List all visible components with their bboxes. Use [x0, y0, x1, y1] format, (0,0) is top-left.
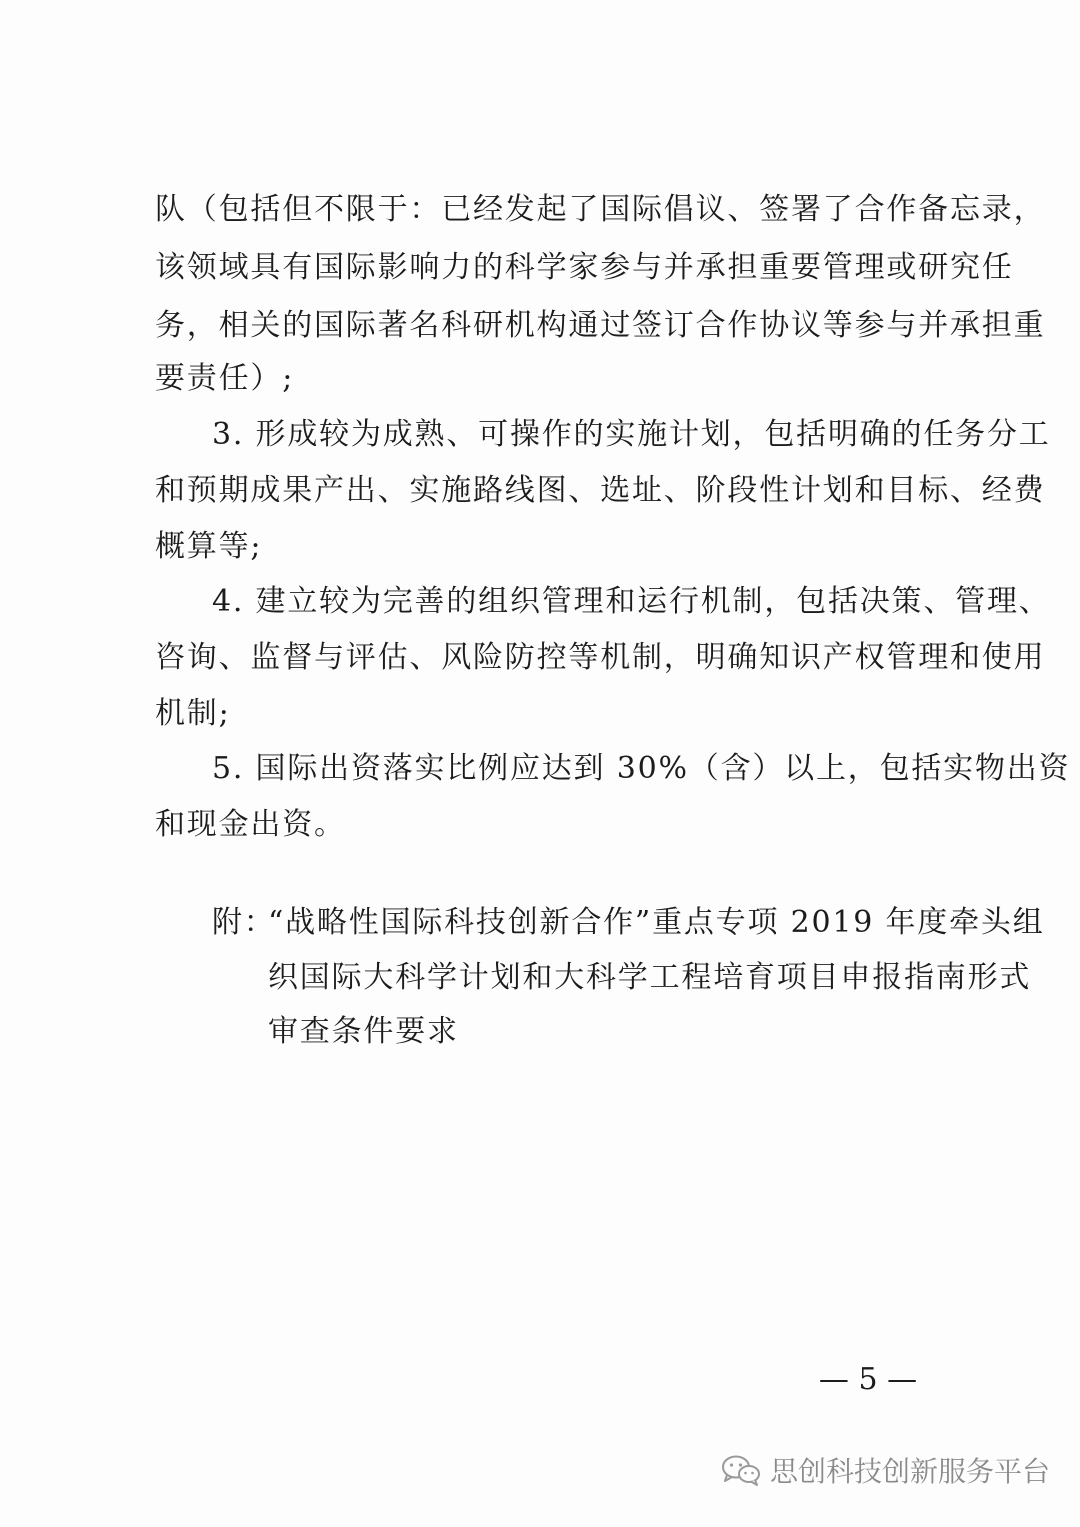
body-line-4: 要责任）; — [155, 361, 295, 396]
item-4-line-2: 咨询、监督与评估、风险防控等机制，明确知识产权管理和使用 — [155, 640, 1046, 675]
annex-title-line-1: “战略性国际科技创新合作”重点专项 2019 年度牵头组 — [268, 905, 1045, 940]
watermark — [720, 1448, 1050, 1492]
item-3-line-2: 和预期成果产出、实施路线图、选址、阶段性计划和目标、经费 — [155, 473, 1046, 508]
annex-title-line-2: 织国际大科学计划和大科学工程培育项目申报指南形式 — [268, 960, 1032, 995]
body-line-2: 该领域具有国际影响力的科学家参与并承担重要管理或研究任 — [155, 250, 1014, 285]
page-number: — 5 — — [818, 1362, 918, 1397]
annex-label: 附： — [212, 905, 276, 940]
body-line-1: 队（包括但不限于：已经发起了国际倡议、签署了合作备忘录， — [155, 192, 1046, 227]
body-line-3: 务，相关的国际著名科研机构通过签订合作协议等参与并承担重 — [155, 308, 1046, 343]
item-5-line-2: 和现金出资。 — [155, 807, 346, 842]
watermark-text: 思创科技创新服务平台 — [769, 1455, 1050, 1488]
item-3-line-3: 概算等; — [155, 529, 263, 564]
item-5-line-1: 5. 国际出资落实比例应达到 30%（含）以上，包括实物出资 — [212, 751, 1071, 786]
item-4-line-3: 机制; — [155, 696, 231, 731]
item-3-line-1: 3. 形成较为成熟、可操作的实施计划，包括明确的任务分工 — [212, 417, 1051, 452]
wechat-icon — [720, 1453, 762, 1487]
annex-title-line-3: 审查条件要求 — [268, 1014, 459, 1049]
item-4-line-1: 4. 建立较为完善的组织管理和运行机制，包括决策、管理、 — [212, 584, 1051, 619]
